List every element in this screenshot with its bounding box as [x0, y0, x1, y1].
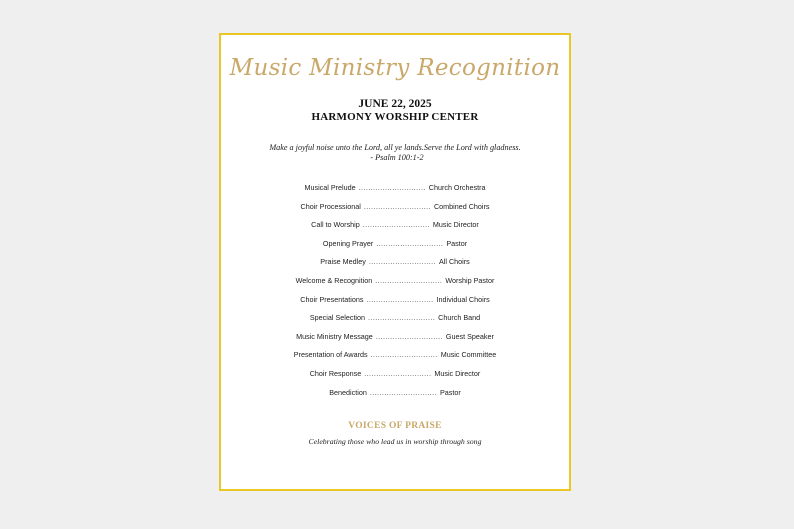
- program-row: [221, 295, 569, 314]
- program-row: [221, 202, 569, 221]
- program-row: [221, 388, 569, 407]
- program-row: [221, 220, 569, 239]
- program-person: Music Director: [432, 220, 479, 230]
- program-item: Music Ministry Message: [296, 331, 373, 341]
- program-row: [221, 350, 569, 369]
- program-list: [221, 183, 569, 406]
- footer-subtitle: Celebrating those who lead us in worship through song: [308, 437, 482, 446]
- event-date: JUNE 22, 2025: [358, 98, 432, 110]
- scripture-reference: - Psalm 100:1-2: [370, 153, 424, 162]
- program-person: Church Orchestra: [428, 183, 486, 192]
- dot-leader: ............................: [370, 350, 438, 360]
- program-item: Choir Processional: [300, 201, 361, 211]
- dot-leader: ............................: [375, 331, 443, 341]
- program-person: All Choirs: [438, 257, 470, 267]
- program-row: [221, 257, 569, 276]
- program-person: Pastor: [439, 387, 461, 397]
- program-row: [221, 369, 569, 388]
- document-title: Music Ministry Recognition: [229, 55, 561, 81]
- program-row: [221, 332, 569, 351]
- program-row: [221, 276, 569, 295]
- program-person: Pastor: [446, 238, 468, 248]
- program-item: Praise Medley: [320, 257, 366, 267]
- program-item: Benediction: [329, 387, 367, 397]
- dot-leader: ............................: [366, 294, 434, 304]
- program-row: [221, 313, 569, 332]
- program-person: Individual Choirs: [436, 294, 490, 304]
- program-item: Special Selection: [309, 313, 366, 323]
- program-person: Music Committee: [440, 350, 497, 360]
- dot-leader: ............................: [376, 238, 444, 248]
- program-item: Musical Prelude: [304, 183, 356, 192]
- dot-leader: ............................: [368, 257, 436, 267]
- dot-leader: ............................: [362, 220, 430, 230]
- program-row: [221, 239, 569, 258]
- program-item: Choir Presentations: [300, 294, 364, 304]
- event-venue: HARMONY WORSHIP CENTER: [311, 111, 479, 123]
- program-item: Opening Prayer: [322, 238, 374, 248]
- footer-title: VOICES OF PRAISE: [348, 421, 442, 431]
- program-person: Guest Speaker: [445, 331, 494, 341]
- program-person: Music Director: [434, 368, 481, 378]
- program-item: Welcome & Recognition: [295, 275, 373, 285]
- program-row: [221, 183, 569, 202]
- dot-leader: ............................: [363, 201, 431, 211]
- program-person: Church Band: [438, 313, 481, 323]
- dot-leader: ............................: [369, 387, 437, 397]
- program-person: Combined Choirs: [433, 201, 490, 211]
- program-page: [219, 33, 571, 491]
- scripture-verse: Make a joyful noise unto the Lord, all ye lands.Serve the Lord with gladness.: [269, 143, 521, 152]
- program-item: Choir Response: [309, 368, 362, 378]
- dot-leader: ............................: [375, 275, 443, 285]
- dot-leader: ............................: [364, 368, 432, 378]
- program-person: Worship Pastor: [445, 275, 495, 285]
- program-item: Presentation of Awards: [293, 350, 368, 360]
- dot-leader: ............................: [358, 183, 426, 192]
- dot-leader: ............................: [368, 313, 436, 323]
- program-item: Call to Worship: [311, 220, 360, 230]
